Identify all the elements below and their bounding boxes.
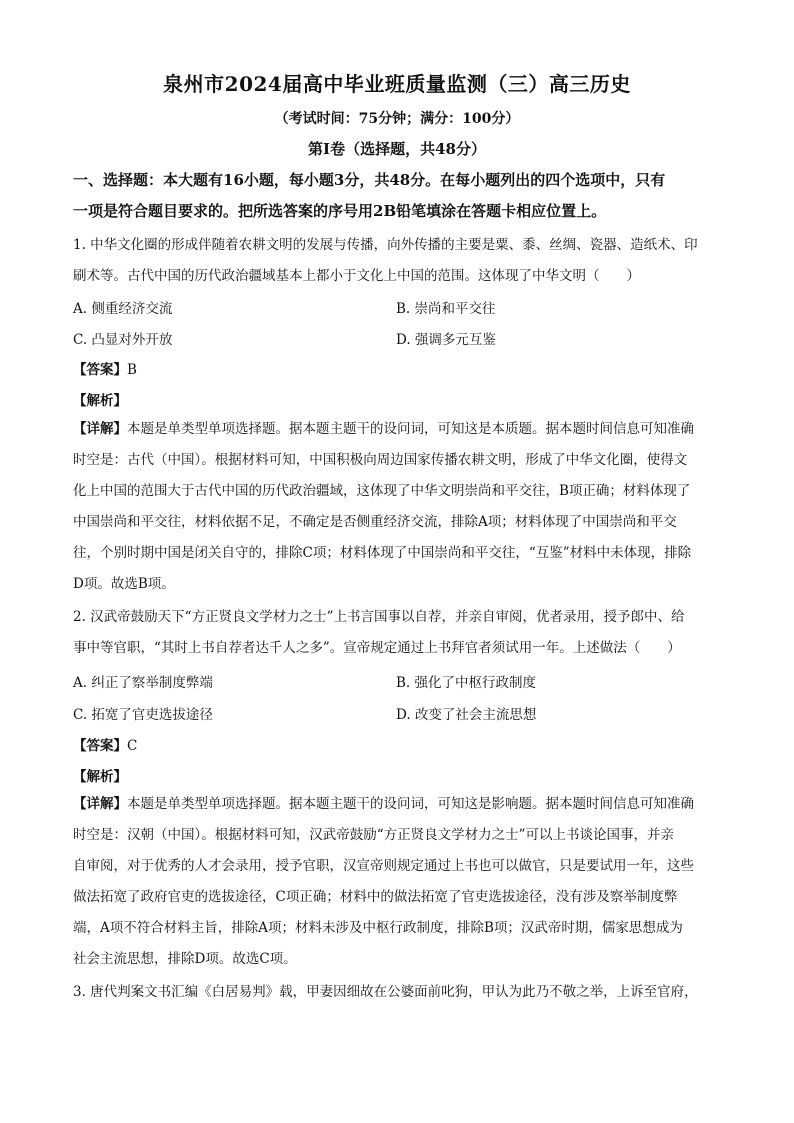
question-1-option-d: D. 强调多元互鉴	[396, 332, 496, 348]
question-2-stem-line-2: 事中等官职，“其时上书自荐者达千人之多”。宣帝规定通过上书拜官者须试用一年。上述做法（ ）	[73, 640, 681, 656]
detail-line-5: 端，A项不符合材料主旨，排除A项；材料未涉及中枢行政制度，排除B项；汉武帝时期，儒家思想成为	[73, 920, 683, 936]
detail-line-3: 化上中国的范围大于古代中国的历代政治疆域，这体现了中华文明崇尚和平交往，B项正确；材料体现了	[73, 483, 691, 499]
question-3-stem	[73, 977, 723, 1008]
answer-value: B	[127, 362, 137, 378]
question-2-stem	[73, 602, 723, 664]
detail-line-6: D项。故选B项。	[73, 576, 175, 592]
question-1-option-c: C. 凸显对外开放	[73, 332, 173, 348]
question-2-option-b: B. 强化了中枢行政制度	[396, 675, 537, 691]
analysis-label: 【解析】	[73, 393, 127, 409]
question-1-stem-line-1: 1. 中华文化圈的形成伴随着农耕文明的发展与传播，向外传播的主要是粟、黍、丝绸、瓷器、造纸术、印	[73, 237, 698, 253]
question-1-stem-line-2: 刷术等。古代中国的历代政治疆域基本上都小于文化上中国的范围。这体现了中华文明（ ）	[73, 268, 640, 284]
answer-value: C	[127, 738, 138, 754]
question-1-analysis-label	[73, 389, 127, 409]
question-1-option-b: B. 崇尚和平交往	[396, 301, 496, 317]
detail-line-2: 时空是：古代（中国）。根据材料可知，中国积极向周边国家传播农耕文明，形成了中华文化圈，使得文	[73, 452, 688, 468]
question-2-detail	[73, 789, 723, 975]
question-3-stem-line-1: 3. 唐代判案文书汇编《白居易判》载，甲妻因细故在公婆面前叱狗，甲认为此乃不敬之举，上诉至官府，	[73, 984, 698, 1000]
question-1-answer	[73, 358, 137, 378]
exam-title: 泉州市2024届高中毕业班质量监测（三）高三历史	[163, 72, 631, 96]
detail-line-1	[73, 789, 723, 820]
question-2-answer	[73, 734, 137, 754]
section-instructions	[73, 165, 723, 227]
question-2-option-d: D. 改变了社会主流思想	[396, 707, 537, 723]
question-2-analysis-label	[73, 765, 127, 785]
detail-line-2: 时空是：汉朝（中国）。根据材料可知，汉武帝鼓励“方正贤良文学材力之士”可以上书谈论国事，并亲	[73, 827, 675, 843]
question-1-option-a: A. 侧重经济交流	[73, 301, 173, 317]
analysis-label: 【解析】	[73, 769, 127, 785]
detail-line-4: 做法拓宽了政府官吏的选拔途径，C项正确；材料中的做法拓宽了官吏选拔途径，没有涉及察举制度弊	[73, 889, 678, 905]
question-2-option-c: C. 拓宽了官吏选拔途径	[73, 707, 213, 723]
exam-time-info: （考试时间：75分钟；满分：100分）	[274, 111, 520, 127]
detail-line-1	[73, 414, 723, 445]
detail-text: 本题是单类型单项选择题。据本题主题干的设问词，可知这是影响题。据本题时间信息可知准确	[127, 796, 694, 812]
detail-line-6: 社会主流思想，排除D项。故选C项。	[73, 951, 297, 967]
question-1-detail	[73, 414, 723, 600]
question-2-option-a: A. 纠正了察举制度弊端	[73, 675, 213, 691]
answer-label: 【答案】	[73, 362, 127, 378]
question-1-stem	[73, 230, 723, 292]
answer-label: 【答案】	[73, 738, 127, 754]
question-2-stem-line-1: 2. 汉武帝鼓励天下“方正贤良文学材力之士”上书言国事以自荐，并亲自审阅，优者录用，授予郎中、给	[73, 609, 685, 625]
detail-text: 本题是单类型单项选择题。据本题主题干的设问词，可知这是本质题。据本题时间信息可知准确	[127, 421, 694, 437]
detail-line-3: 自审阅，对于优秀的人才会录用，授予官职，汉宣帝则规定通过上书也可以做官，只是要试用一年，这些	[73, 858, 694, 874]
detail-label: 【详解】	[73, 796, 127, 812]
volume-heading: 第Ⅰ卷（选择题，共48分）	[308, 140, 486, 158]
detail-line-4: 中国崇尚和平交往，材料依据不足，不确定是否侧重经济交流，排除A项；材料体现了中国崇尚和平交	[73, 514, 677, 530]
section-line-2: 一项是符合题目要求的。把所选答案的序号用2B铅笔填涂在答题卡相应位置上。	[73, 202, 607, 220]
detail-label: 【详解】	[73, 421, 127, 437]
section-line-1: 一、选择题：本大题有16小题，每小题3分，共48分。在每小题列出的四个选项中，只有	[73, 171, 666, 189]
detail-line-5: 往，个别时期中国是闭关自守的，排除C项；材料体现了中国崇尚和平交往，“互鉴”材料中未体现，排除	[73, 545, 692, 561]
